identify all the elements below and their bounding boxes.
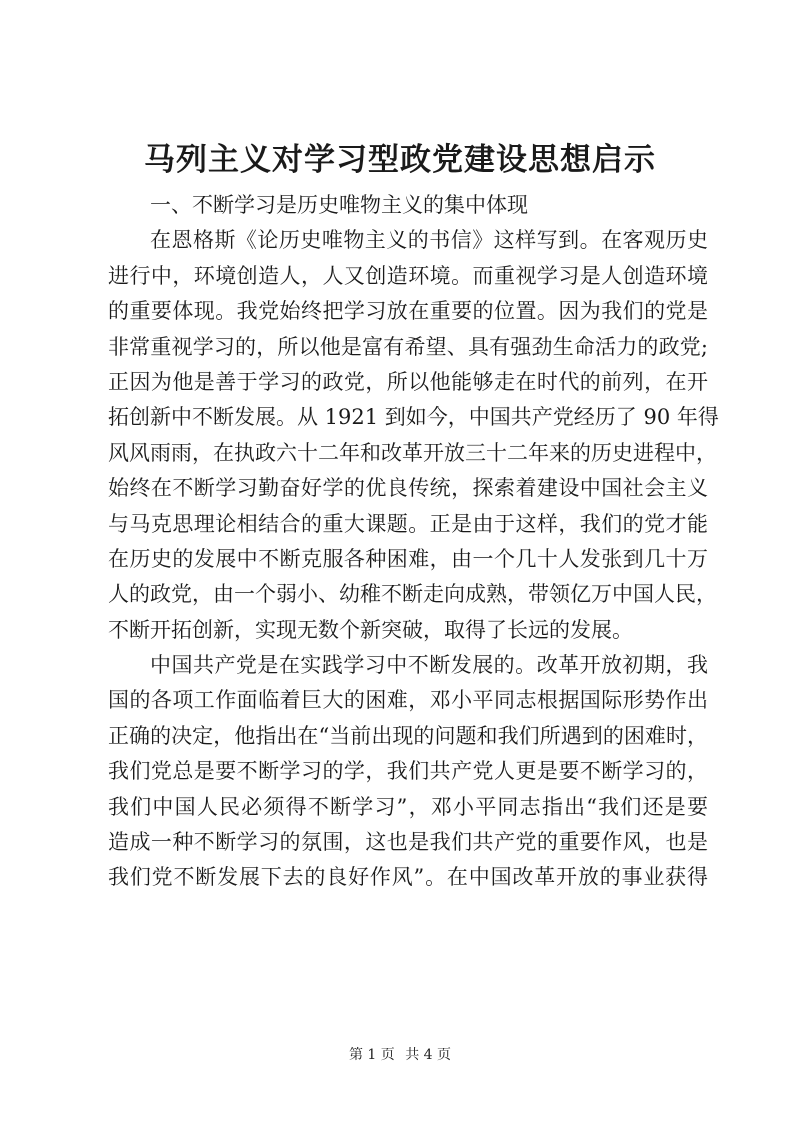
paragraph-line: 非常重视学习的，所以他是富有希望、具有强劲生命活力的政党; (108, 334, 708, 359)
paragraph-line: 在恩格斯《论历史唯物主义的书信》这样写到。在客观历史 (150, 228, 708, 253)
paragraph-line: 始终在不断学习勤奋好学的优良传统，探索着建设中国社会主义 (108, 476, 708, 501)
page-footer (0, 1045, 800, 1065)
paragraph-line: 我们党不断发展下去的良好作风”。在中国改革开放的事业获得 (108, 865, 708, 890)
paragraph (108, 648, 708, 896)
paragraph-line: 正确的决定，他指出在“当前出现的问题和我们所遇到的困难时， (108, 723, 708, 748)
page-total: 共 4 页 (405, 1047, 452, 1063)
paragraph-line: 拓创新中不断发展。从 1921 到如今，中国共产党经历了 90 年得 (108, 405, 719, 430)
paragraph-line: 风风雨雨，在执政六十二年和改革开放三十二年来的历史进程中， (108, 440, 717, 465)
paragraph-line: 的重要体现。我党始终把学习放在重要的位置。因为我们的党是 (108, 299, 708, 324)
paragraph-line: 国的各项工作面临着巨大的困难，邓小平同志根据国际形势作出 (108, 688, 708, 713)
document-title: 马列主义对学习型政党建设思想启示 (144, 142, 656, 178)
paragraph-line: 中国共产党是在实践学习中不断发展的。改革开放初期，我 (150, 653, 708, 678)
paragraph-line: 不断开拓创新，实现无数个新突破，取得了长远的发展。 (108, 617, 633, 642)
paragraph-line: 我们中国人民必须得不断学习”，邓小平同志指出“我们还是要 (108, 794, 708, 819)
paragraph-line: 我们党总是要不断学习的学，我们共产党人更是要不断学习的， (108, 759, 708, 784)
document-body (108, 188, 719, 896)
paragraph-line: 造成一种不断学习的氛围，这也是我们共产党的重要作风，也是 (108, 830, 708, 855)
page-number: 第 1 页 (348, 1047, 395, 1063)
paragraph-line: 进行中，环境创造人，人又创造环境。而重视学习是人创造环境 (108, 263, 708, 288)
paragraph-line: 正因为他是善于学习的政党，所以他能够走在时代的前列，在开 (108, 369, 708, 394)
paragraph-line: 一、不断学习是历史唯物主义的集中体现 (150, 193, 528, 217)
paragraph-line: 在历史的发展中不断克服各种困难，由一个几十人发张到几十万 (108, 546, 708, 571)
section-heading (108, 188, 708, 223)
paragraph (108, 223, 719, 648)
paragraph-line: 人的政党，由一个弱小、幼稚不断走向成熟，带领亿万中国人民， (108, 582, 717, 607)
paragraph-line: 与马克思理论相结合的重大课题。正是由于这样，我们的党才能 (108, 511, 708, 536)
